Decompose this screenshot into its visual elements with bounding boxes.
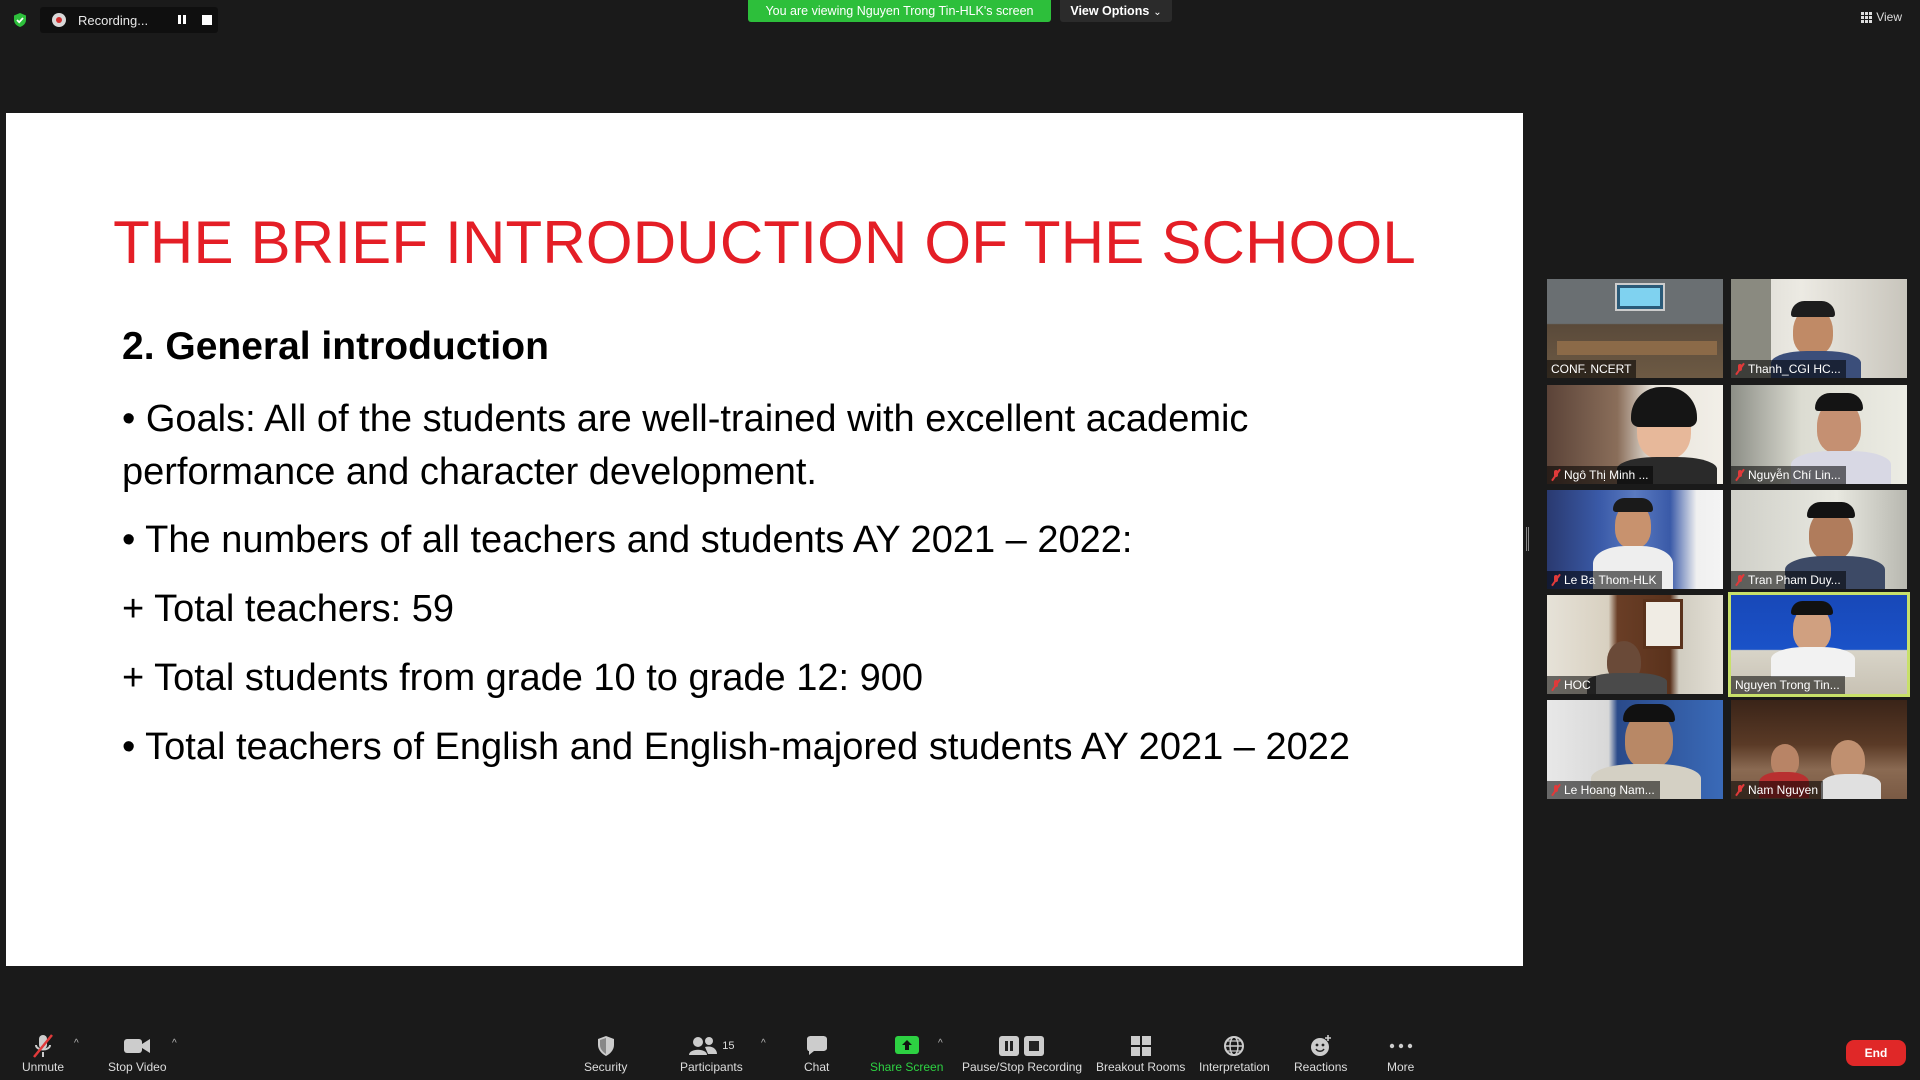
security-shield-icon <box>595 1032 617 1060</box>
emoji-reaction-icon <box>1309 1032 1333 1060</box>
grid-view-icon <box>1861 12 1872 23</box>
audio-options-caret-icon[interactable]: ^ <box>74 1038 79 1049</box>
breakout-rooms-button[interactable] <box>1096 1032 1185 1074</box>
participant-name-tag <box>1731 466 1846 484</box>
participant-name-tag <box>1731 781 1823 799</box>
security-label: Security <box>584 1060 628 1074</box>
muted-mic-icon <box>1551 784 1561 796</box>
participant-name-tag <box>1547 571 1662 589</box>
reactions-label: Reactions <box>1294 1060 1348 1074</box>
stop-video-button[interactable] <box>108 1032 167 1074</box>
participant-name-tag <box>1547 466 1653 484</box>
participant-name: Tran Pham Duy... <box>1748 573 1841 587</box>
more-dots-icon <box>1389 1032 1413 1060</box>
meeting-toolbar <box>0 1022 1920 1080</box>
resize-handle[interactable] <box>1526 527 1529 551</box>
view-label: View <box>1876 10 1902 24</box>
chat-bubble-icon <box>805 1032 829 1060</box>
participant-tile[interactable] <box>1547 279 1723 378</box>
interpretation-button[interactable] <box>1199 1032 1270 1074</box>
muted-mic-icon <box>1551 469 1561 481</box>
participants-label: Participants <box>680 1060 743 1074</box>
share-screen-button[interactable] <box>870 1032 943 1074</box>
participant-tile[interactable] <box>1547 595 1723 694</box>
view-button[interactable] <box>1861 10 1902 24</box>
video-camera-icon <box>123 1032 151 1060</box>
muted-mic-icon <box>1735 574 1745 586</box>
participant-name: CONF. NCERT <box>1551 362 1632 376</box>
recording-indicator <box>40 7 218 33</box>
participant-count: 15 <box>722 1040 735 1052</box>
participant-name: Le Hoang Nam... <box>1564 783 1655 797</box>
interpretation-label: Interpretation <box>1199 1060 1270 1074</box>
muted-microphone-icon <box>31 1032 55 1060</box>
globe-icon <box>1223 1032 1245 1060</box>
pause-stop-recording-icon <box>998 1032 1046 1060</box>
participant-name: Nam Nguyen <box>1748 783 1819 797</box>
participant-name-tag <box>1731 360 1846 378</box>
security-button[interactable] <box>584 1032 627 1074</box>
participant-tile[interactable] <box>1731 700 1907 799</box>
muted-mic-icon <box>1551 574 1561 586</box>
viewing-screen-banner: You are viewing Nguyen Trong Tin-HLK's screen <box>748 0 1051 22</box>
muted-mic-icon <box>1735 469 1745 481</box>
slide-line-goals: • Goals: All of the students are well-trained with excellent academic performance and character development. <box>122 398 1249 493</box>
muted-mic-icon <box>1735 784 1745 796</box>
participants-icon <box>688 1032 734 1060</box>
chevron-down-icon: ⌄ <box>1153 7 1162 18</box>
slide-heading: 2. General introduction <box>122 325 549 368</box>
participant-name-tag <box>1731 676 1845 694</box>
slide-line-students: + Total students from grade 10 to grade 12: 900 <box>122 657 924 699</box>
participant-name: Thanh_CGI HC... <box>1748 362 1841 376</box>
pause-stop-recording-label: Pause/Stop Recording <box>962 1060 1083 1074</box>
slide-line-teachers: + Total teachers: 59 <box>122 588 455 630</box>
participant-tile-active-speaker[interactable] <box>1731 595 1907 694</box>
shield-check-icon[interactable] <box>12 12 28 28</box>
unmute-label: Unmute <box>22 1060 65 1074</box>
more-label: More <box>1387 1060 1415 1074</box>
participant-tile[interactable] <box>1547 385 1723 484</box>
unmute-button[interactable] <box>22 1032 64 1074</box>
participant-name-tag <box>1731 571 1846 589</box>
view-options-button[interactable] <box>1060 0 1172 22</box>
participant-tile[interactable] <box>1731 490 1907 589</box>
slide-title: THE BRIEF INTRODUCTION OF THE SCHOOL <box>113 209 1416 276</box>
chat-label: Chat <box>804 1060 830 1074</box>
more-button[interactable] <box>1387 1032 1414 1074</box>
share-screen-label: Share Screen <box>870 1060 944 1074</box>
share-options-caret-icon[interactable]: ^ <box>938 1038 943 1049</box>
end-meeting-button[interactable]: End <box>1846 1040 1906 1066</box>
participant-name-tag <box>1547 676 1596 694</box>
slide-line-numbers: • The numbers of all teachers and students AY 2021 – 2022: <box>122 519 1133 561</box>
participants-button[interactable] <box>680 1032 743 1074</box>
recording-label: Recording... <box>78 12 149 28</box>
top-bar <box>0 0 1920 28</box>
recording-dot-icon <box>52 13 66 27</box>
participant-name: Nguyen Trong Tin... <box>1735 678 1840 692</box>
participant-name: Nguyễn Chí Lin... <box>1748 468 1841 482</box>
participant-tile[interactable] <box>1547 490 1723 589</box>
video-options-caret-icon[interactable]: ^ <box>172 1038 177 1049</box>
participant-tile[interactable] <box>1547 700 1723 799</box>
breakout-rooms-label: Breakout Rooms <box>1096 1060 1186 1074</box>
pause-stop-recording-button[interactable] <box>962 1032 1082 1074</box>
slide-line-english: • Total teachers of English and English-majored students AY 2021 – 2022 <box>122 726 1351 768</box>
participant-tile[interactable] <box>1731 385 1907 484</box>
stop-video-label: Stop Video <box>108 1060 167 1074</box>
shared-slide <box>6 113 1523 966</box>
participant-name: Le Ba Thom-HLK <box>1564 573 1657 587</box>
share-screen-icon <box>894 1032 920 1060</box>
muted-mic-icon <box>1551 679 1561 691</box>
participant-name: Ngô Thị Minh ... <box>1564 468 1649 482</box>
muted-mic-icon <box>1735 363 1745 375</box>
stop-recording-icon[interactable] <box>202 15 212 25</box>
participants-options-caret-icon[interactable]: ^ <box>761 1038 766 1049</box>
participant-tile[interactable] <box>1731 279 1907 378</box>
participant-name-tag <box>1547 360 1636 378</box>
breakout-rooms-icon <box>1130 1032 1152 1060</box>
participant-name: HOC <box>1564 678 1591 692</box>
chat-button[interactable] <box>804 1032 829 1074</box>
participant-name-tag <box>1547 781 1660 799</box>
view-options-label: View Options <box>1070 4 1150 18</box>
reactions-button[interactable] <box>1294 1032 1347 1074</box>
pause-recording-icon[interactable] <box>176 14 188 26</box>
